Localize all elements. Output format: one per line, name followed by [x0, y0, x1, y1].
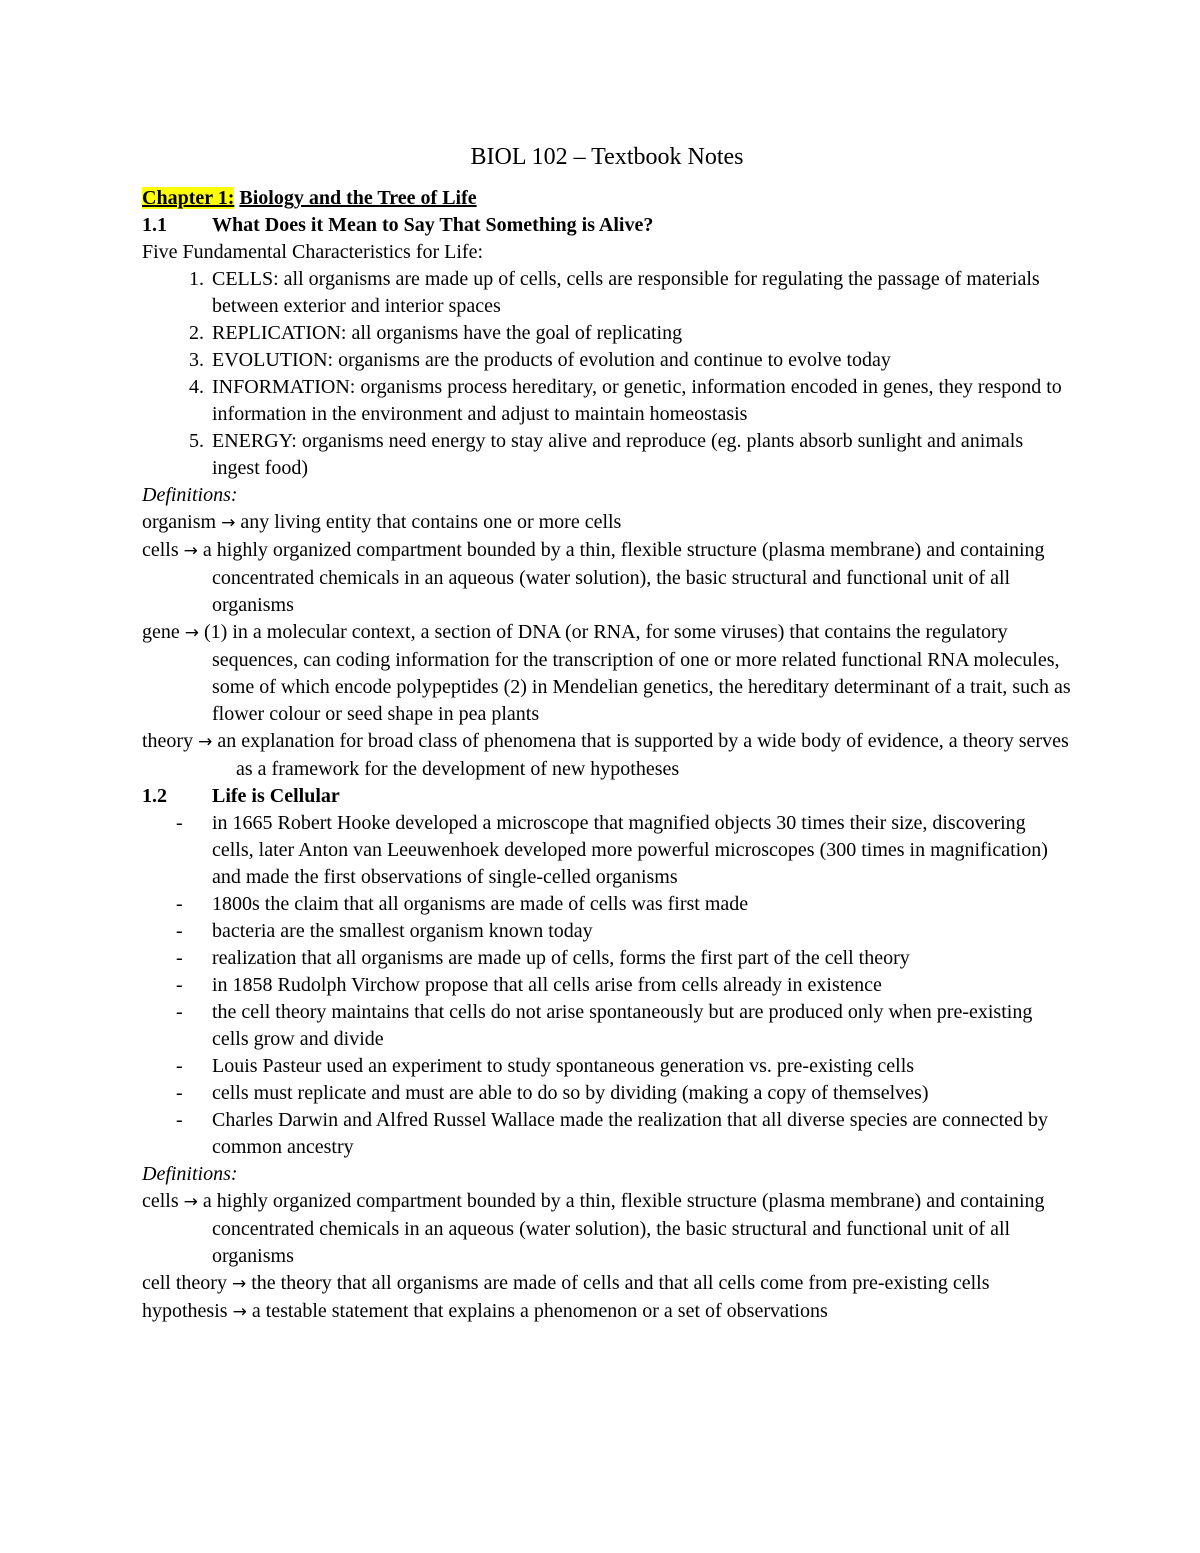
list-item: - cells must replicate and must are able to do so by dividing (making a copy of themselves): [176, 1082, 929, 1104]
definition-term: organism: [142, 511, 217, 533]
definition-item: hypothesis → a testable statement that explains a phenomenon or a set of observations: [142, 1300, 828, 1322]
list-item: 5. ENERGY: organisms need energy to stay alive and reproduce (eg. plants absorb sunlight and animals ingest food): [189, 430, 1024, 479]
definition-term: cells: [142, 539, 179, 561]
arrow-icon: →: [232, 1302, 247, 1322]
list-item: - in 1665 Robert Hooke developed a microscope that magnified objects 30 times their size, discovering cells, later Anton van Leeuwenhoek developed more powerful microscopes (300 times in magnification) and made the first observations of single-celled organisms: [176, 812, 1048, 888]
definition-term: gene: [142, 621, 180, 643]
section-intro: Five Fundamental Characteristics for Life:: [142, 241, 484, 263]
section-heading: [142, 212, 1072, 239]
list-item: 1. CELLS: all organisms are made up of cells, cells are responsible for regulating the passage of materials between exterior and interior spaces: [189, 268, 1040, 317]
list-item: 2. REPLICATION: all organisms have the goal of replicating: [189, 322, 683, 344]
definition-term: cells: [142, 1190, 179, 1212]
list-item: - Louis Pasteur used an experiment to study spontaneous generation vs. pre-existing cells: [176, 1055, 915, 1077]
arrow-icon: →: [183, 1192, 198, 1212]
chapter-heading: [142, 185, 1072, 212]
document-page: [142, 142, 1072, 1326]
chapter-title: Biology and the Tree of Life: [239, 187, 477, 209]
section-title: Life is Cellular: [212, 785, 340, 807]
chapter-label: Chapter 1:: [142, 187, 235, 209]
definition-item: gene → (1) in a molecular context, a section of DNA (or RNA, for some viruses) that contains the regulatory sequences, can coding information for the transcription of one or more related functional RNA molecules, some of which encode polypeptides (2) in Mendelian genetics, the hereditary determinant of a trait, such as flower colour or seed shape in pea plants: [142, 621, 1071, 725]
definition-item: cell theory → the theory that all organisms are made of cells and that all cells come from pre-existing cells: [142, 1272, 990, 1294]
definition-item: cells → a highly organized compartment bounded by a thin, flexible structure (plasma membrane) and containing concentrated chemicals in an aqueous (water solution), the basic structural and functional unit of all organisms: [142, 539, 1045, 616]
section-heading: [142, 783, 1072, 810]
document-title: BIOL 102 – Textbook Notes: [470, 144, 744, 170]
arrow-icon: →: [198, 732, 213, 752]
arrow-icon: →: [183, 541, 198, 561]
definitions-label: Definitions:: [142, 484, 238, 506]
list-item: - Charles Darwin and Alfred Russel Wallace made the realization that all diverse species are connected by common ancestry: [176, 1109, 1049, 1158]
bullet-list: [142, 810, 1072, 1161]
list-item: - 1800s the claim that all organisms are made of cells was first made: [176, 893, 749, 915]
definition-term: theory: [142, 730, 194, 752]
list-item: - in 1858 Rudolph Virchow propose that all cells arise from cells already in existence: [176, 974, 882, 996]
section-number: 1.1: [142, 214, 167, 236]
characteristics-list: [142, 266, 1072, 482]
arrow-icon: →: [184, 623, 200, 643]
list-item: 4. INFORMATION: organisms process hereditary, or genetic, information encoded in genes, they respond to information in the environment and adjust to maintain homeostasis: [189, 376, 1062, 425]
list-item: 3. EVOLUTION: organisms are the products of evolution and continue to evolve today: [189, 349, 891, 371]
list-item: - realization that all organisms are made up of cells, forms the first part of the cell theory: [176, 947, 910, 969]
definition-item: theory → an explanation for broad class of phenomena that is supported by a wide body of evidence, a theory serves as a framework for the development of new hypotheses: [142, 730, 1069, 780]
list-item: - bacteria are the smallest organism known today: [176, 920, 593, 942]
definitions-label: Definitions:: [142, 1163, 238, 1185]
list-item: - the cell theory maintains that cells do not arise spontaneously but are produced only when pre-existing cells grow and divide: [176, 1001, 1033, 1050]
definition-item: organism → any living entity that contains one or more cells: [142, 511, 622, 533]
arrow-icon: →: [221, 513, 236, 533]
section-title: What Does it Mean to Say That Something is Alive?: [212, 214, 654, 236]
section-number: 1.2: [142, 785, 167, 807]
definition-term: hypothesis: [142, 1300, 228, 1322]
definition-term: cell theory: [142, 1272, 227, 1294]
arrow-icon: →: [231, 1274, 247, 1294]
definition-item: cells → a highly organized compartment bounded by a thin, flexible structure (plasma membrane) and containing concentrated chemicals in an aqueous (water solution), the basic structural and functional unit of all organisms: [142, 1190, 1045, 1267]
